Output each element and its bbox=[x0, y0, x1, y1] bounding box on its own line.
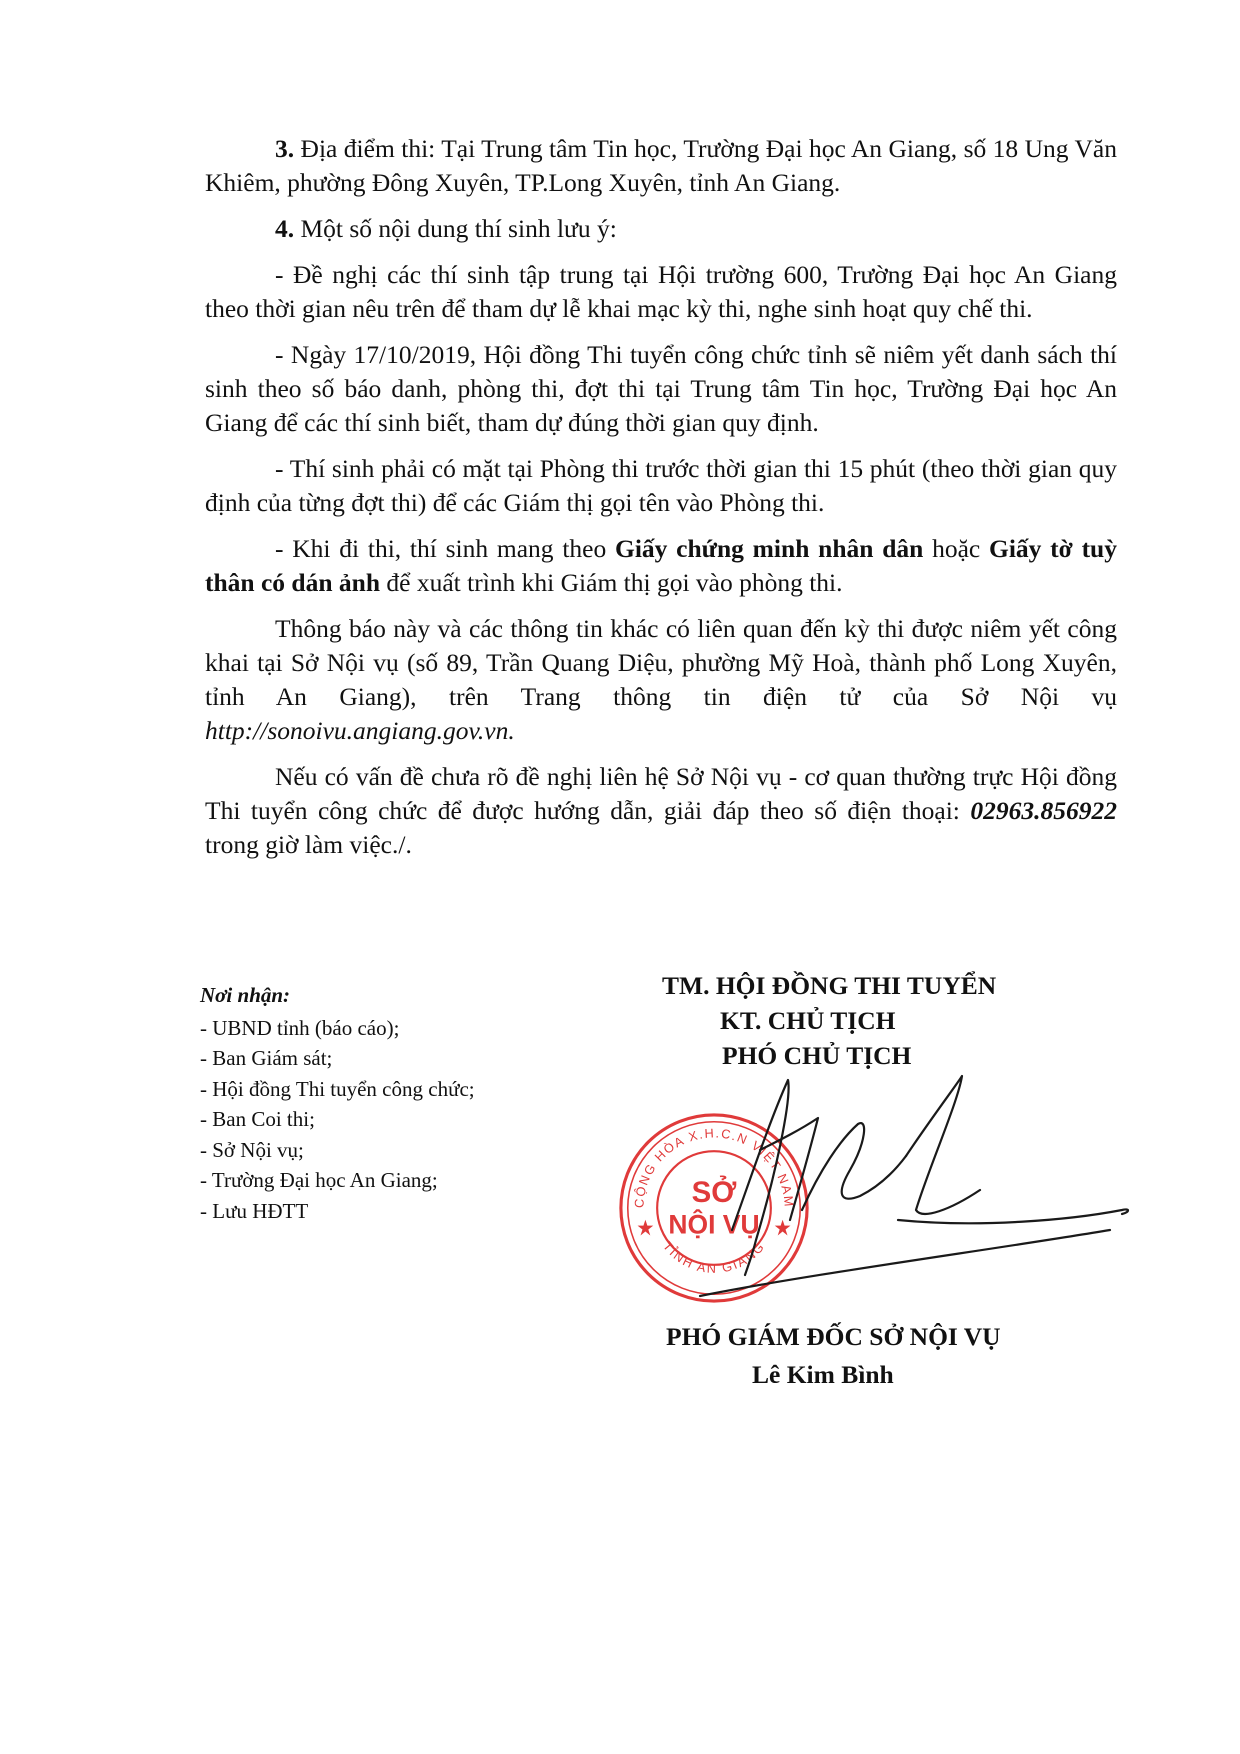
recipient-item: - Trường Đại học An Giang; bbox=[200, 1168, 438, 1192]
stamp-center-line2: NỘI VỤ bbox=[668, 1209, 760, 1240]
recipient-item: - Sở Nội vụ; bbox=[200, 1137, 304, 1162]
photo-id-bold: Giấy tờ tuỳ thân có dán ảnh bbox=[205, 534, 1117, 597]
paragraph-arrival-time: - Thí sinh phải có mặt tại Phòng thi trước thời gian thi 15 phút (theo thời gian quy định của từng đợt thi) để các Giám thị gọi tên vào Phòng thi. bbox=[205, 454, 1117, 517]
signer-role: PHÓ GIÁM ĐỐC SỞ NỘI VỤ bbox=[666, 1322, 1001, 1351]
recipient-item: - Hội đồng Thi tuyển công chức; bbox=[200, 1076, 475, 1101]
item-number-3: 3. bbox=[275, 134, 295, 163]
id-docs-text-e: để xuất trình khi Giám thị gọi vào phòng thi. bbox=[380, 568, 843, 597]
paragraph-id-documents bbox=[205, 532, 1117, 600]
recipient-item: - UBND tỉnh (báo cáo); bbox=[200, 1015, 400, 1040]
id-card-bold: Giấy chứng minh nhân dân bbox=[615, 534, 924, 563]
stamp-ring-text: CỘNG HÒA X.H.C.N VIỆT NAM bbox=[631, 1125, 797, 1209]
paragraph-notes-heading bbox=[205, 212, 1117, 246]
paragraph-assembly: - Đề nghị các thí sinh tập trung tại Hội trường 600, Trường Đại học An Giang theo thời gian nêu trên để tham dự lễ khai mạc kỳ thi, nghe sinh hoạt quy chế thi. bbox=[205, 260, 1117, 323]
council-title: TM. HỘI ĐỒNG THI TUYỂN bbox=[662, 971, 997, 1000]
id-docs-text-a: - Khi đi thi, thí sinh mang theo bbox=[275, 534, 615, 563]
signer-name: Lê Kim Bình bbox=[752, 1360, 894, 1389]
recipients-list bbox=[200, 1013, 620, 1227]
recipient-item: - Ban Giám sát; bbox=[200, 1046, 333, 1070]
paragraph-list-posting: - Ngày 17/10/2019, Hội đồng Thi tuyển công chức tỉnh sẽ niêm yết danh sách thí sinh theo số báo danh, phòng thi, đợt thi tại Trung tâm Tin học, Trường Đại học An Giang để các thí sinh biết, tham dự đúng thời gian quy định. bbox=[205, 340, 1117, 437]
notice-body bbox=[205, 132, 1117, 874]
signer-block bbox=[620, 1318, 1120, 1394]
contact-text-end: trong giờ làm việc./. bbox=[205, 830, 412, 859]
contact-text: Nếu có vấn đề chưa rõ đề nghị liên hệ Sở Nội vụ - cơ quan thường trực Hội đồng Thi tuyển công chức để được hướng dẫn, giải đáp theo số điện thoại: bbox=[205, 762, 1117, 825]
paragraph-exam-location bbox=[205, 132, 1117, 200]
stamp-center-line1: SỞ bbox=[691, 1176, 737, 1210]
vice-chair-title: PHÓ CHỦ TỊCH bbox=[722, 1041, 912, 1070]
exam-location-text: Địa điểm thi: Tại Trung tâm Tin học, Trường Đại học An Giang, số 18 Ung Văn Khiêm, phường Đông Xuyên, TP.Long Xuyên, tỉnh An Giang. bbox=[205, 134, 1117, 197]
paragraph-publication bbox=[205, 612, 1117, 748]
recipients-title: Nơi nhận: bbox=[200, 983, 291, 1007]
id-docs-text-c: hoặc bbox=[923, 534, 989, 563]
signature-title-block bbox=[620, 968, 1120, 1073]
item-number-4: 4. bbox=[275, 214, 295, 243]
handwritten-signature bbox=[690, 1060, 1140, 1310]
chair-delegation: KT. CHỦ TỊCH bbox=[720, 1006, 896, 1035]
paragraph-contact bbox=[205, 760, 1117, 862]
website-url: http://sonoivu.angiang.gov.vn. bbox=[205, 716, 515, 745]
recipients-block bbox=[200, 980, 620, 1226]
publication-text: Thông báo này và các thông tin khác có liên quan đến kỳ thi được niêm yết công khai tại Sở Nội vụ (số 89, Trần Quang Diệu, phường Mỹ Hoà, thành phố Long Xuyên, tỉnh An Giang), trên Trang thông tin điện tử của Sở Nội vụ bbox=[205, 614, 1117, 711]
notes-heading-text: Một số nội dung thí sinh lưu ý: bbox=[294, 214, 617, 243]
recipient-item: - Ban Coi thi; bbox=[200, 1107, 315, 1131]
stamp-bottom-text: TỈNH AN GIANG bbox=[660, 1238, 768, 1276]
phone-number: 02963.856922 bbox=[970, 796, 1117, 825]
recipient-item: - Lưu HĐTT bbox=[200, 1198, 309, 1223]
